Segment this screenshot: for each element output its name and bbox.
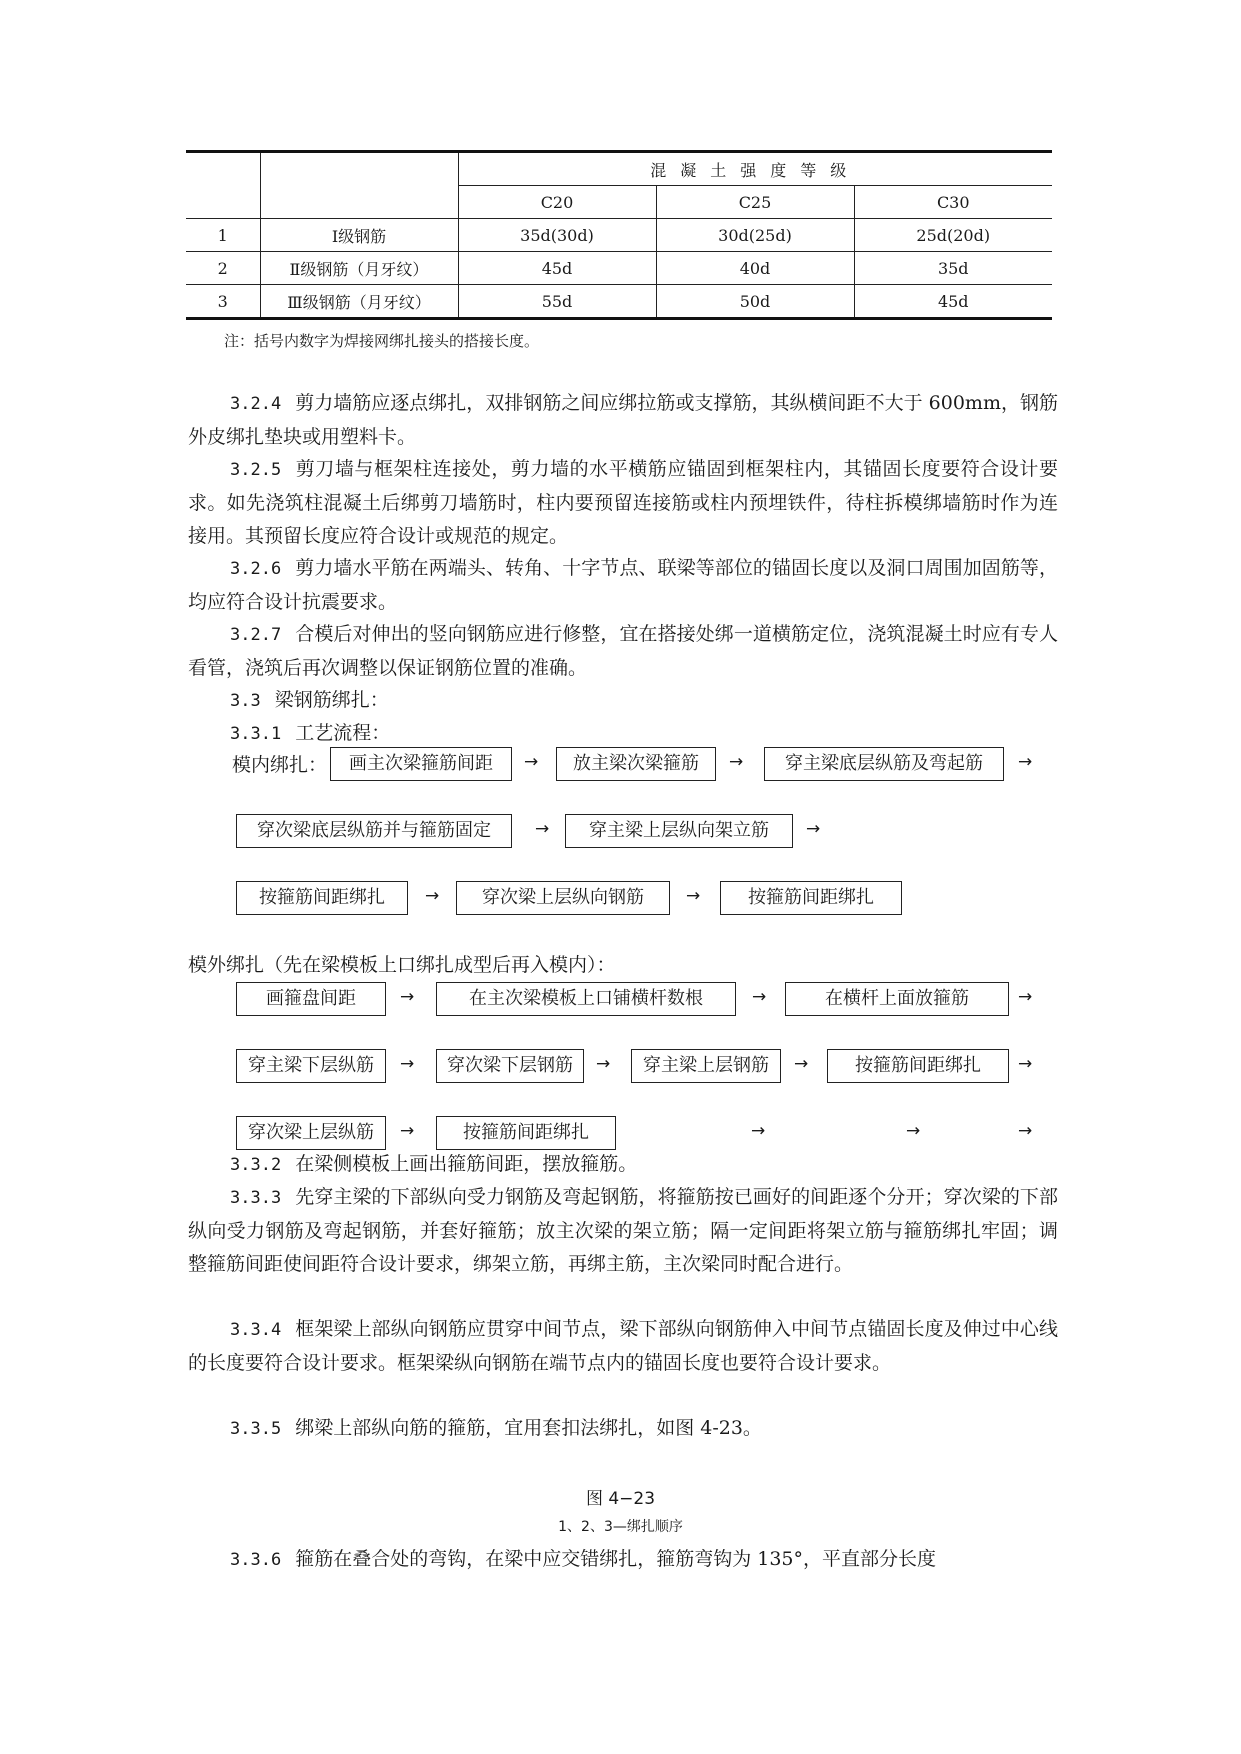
paragraph-text: 梁钢筋绑扎： bbox=[274, 689, 389, 711]
section-number: 3.3.2 bbox=[230, 1155, 282, 1175]
flow-step: 画主次梁箍筋间距 bbox=[330, 747, 512, 781]
flow-step: 在横杆上面放箍筋 bbox=[785, 982, 1009, 1016]
flow-step: 按箍筋间距绑扎 bbox=[720, 881, 902, 915]
paragraph-text: 先穿主梁的下部纵向受力钢筋及弯起钢筋，将箍筋按已画好的间距逐个分开；穿次梁的下部纵向受力钢筋及弯起钢筋，并套好箍筋；放主次梁的架立筋；隔一定间距将架立筋与箍筋绑扎牢固；调整箍筋间距使间距符合设计要求，绑架立筋，再绑主筋，主次梁同时配合进行。 bbox=[188, 1186, 1058, 1275]
paragraph-text: 工艺流程： bbox=[295, 722, 391, 744]
arrow-icon: → bbox=[794, 1054, 809, 1074]
paragraph-3-3-3 bbox=[188, 1181, 1058, 1281]
figure-title: 图 4−23 bbox=[585, 1489, 656, 1509]
arrow-icon: → bbox=[686, 886, 701, 906]
figure-caption: 1、2、3—绑扎顺序 bbox=[558, 1519, 683, 1535]
paragraph-3-3-6 bbox=[188, 1543, 1058, 1577]
section-number: 3.2.4 bbox=[230, 394, 282, 414]
paragraph-3-3-4 bbox=[188, 1313, 1058, 1380]
lap-value: 45d bbox=[458, 252, 656, 285]
flow-step: 穿主梁上层纵向架立筋 bbox=[565, 814, 793, 848]
section-number: 3.2.7 bbox=[230, 625, 282, 645]
flow-step: 画箍盘间距 bbox=[236, 982, 386, 1016]
flow-step: 穿次梁底层纵筋并与箍筋固定 bbox=[236, 814, 512, 848]
arrow-icon: → bbox=[535, 819, 550, 839]
arrow-icon: → bbox=[400, 987, 415, 1007]
flow-step: 穿主梁底层纵筋及弯起筋 bbox=[764, 747, 1004, 781]
section-number: 3.3.6 bbox=[230, 1550, 282, 1570]
section-number: 3.3.5 bbox=[230, 1419, 282, 1439]
paragraph-3-3-2 bbox=[188, 1148, 1058, 1182]
rebar-type: Ⅲ级钢筋（月牙纹） bbox=[260, 285, 458, 319]
table-row bbox=[186, 219, 1052, 252]
grade-header: C20 bbox=[458, 186, 656, 219]
paragraph-text: 箍筋在叠合处的弯钩，在梁中应交错绑扎，箍筋弯钩为 135°，平直部分长度 bbox=[295, 1548, 936, 1570]
lap-value: 35d bbox=[854, 252, 1052, 285]
section-number: 3.2.6 bbox=[230, 559, 282, 579]
paragraph-text: 剪刀墙与框架柱连接处，剪力墙的水平横筋应锚固到框架柱内，其锚固长度要符合设计要求。如先浇筑柱混凝土后绑剪刀墙筋时，柱内要预留连接筋或柱内预埋铁件，待柱拆模绑墙筋时作为连接用。其预留长度应符合设计或规范的规定。 bbox=[188, 458, 1058, 547]
paragraph-text: 在梁侧模板上画出箍筋间距，摆放箍筋。 bbox=[295, 1153, 638, 1175]
flow-step: 放主梁次梁箍筋 bbox=[556, 747, 716, 781]
paragraph-3-2-5 bbox=[188, 453, 1058, 553]
lap-value: 35d(30d) bbox=[458, 219, 656, 252]
flow-step: 穿次梁下层钢筋 bbox=[436, 1049, 584, 1083]
arrow-icon: → bbox=[1018, 987, 1033, 1007]
table-type-header-cell bbox=[260, 152, 458, 219]
paragraph-3-3 bbox=[188, 684, 1058, 718]
table-row bbox=[186, 252, 1052, 285]
row-number: 2 bbox=[186, 252, 260, 285]
section-number: 3.3.4 bbox=[230, 1320, 282, 1340]
flow-step: 在主次梁模板上口铺横杆数根 bbox=[436, 982, 736, 1016]
arrow-icon: → bbox=[596, 1054, 611, 1074]
section-number: 3.3 bbox=[230, 691, 261, 711]
paragraph-3-2-4 bbox=[188, 387, 1058, 454]
table-group-header: 混凝土强度等级 bbox=[458, 152, 1052, 186]
grade-header: C25 bbox=[656, 186, 854, 219]
rebar-type: Ⅰ级钢筋 bbox=[260, 219, 458, 252]
lap-length-table bbox=[186, 150, 1052, 320]
arrow-icon: → bbox=[425, 886, 440, 906]
paragraph-3-3-5 bbox=[188, 1412, 1058, 1446]
flow-step: 穿次梁上层纵向钢筋 bbox=[456, 881, 670, 915]
arrow-icon: → bbox=[524, 752, 539, 772]
arrow-icon: → bbox=[1018, 752, 1033, 772]
paragraph-3-2-7 bbox=[188, 618, 1058, 685]
flow-inner-label: 模内绑扎： bbox=[232, 754, 328, 776]
arrow-icon: → bbox=[400, 1121, 415, 1141]
flow-step: 穿次梁上层纵筋 bbox=[236, 1116, 386, 1150]
table-corner-cell bbox=[186, 152, 260, 219]
lap-value: 40d bbox=[656, 252, 854, 285]
arrow-icon: → bbox=[752, 987, 767, 1007]
arrow-icon: → bbox=[751, 1121, 766, 1141]
lap-value: 30d(25d) bbox=[656, 219, 854, 252]
row-number: 1 bbox=[186, 219, 260, 252]
row-number: 3 bbox=[186, 285, 260, 319]
arrow-icon: → bbox=[1018, 1054, 1033, 1074]
section-number: 3.2.5 bbox=[230, 460, 282, 480]
paragraph-text: 绑梁上部纵向筋的箍筋，宜用套扣法绑扎，如图 4-23。 bbox=[295, 1417, 762, 1439]
paragraph-text: 剪力墙水平筋在两端头、转角、十字节点、联梁等部位的锚固长度以及洞口周围加固筋等，均应符合设计抗震要求。 bbox=[188, 557, 1058, 613]
arrow-icon: → bbox=[400, 1054, 415, 1074]
flow-step: 按箍筋间距绑扎 bbox=[236, 881, 408, 915]
grade-header: C30 bbox=[854, 186, 1052, 219]
flow-step: 穿主梁上层钢筋 bbox=[631, 1049, 781, 1083]
rebar-type: Ⅱ级钢筋（月牙纹） bbox=[260, 252, 458, 285]
arrow-icon: → bbox=[1018, 1121, 1033, 1141]
section-number: 3.3.1 bbox=[230, 724, 282, 744]
flow-step: 按箍筋间距绑扎 bbox=[436, 1116, 616, 1150]
arrow-icon: → bbox=[729, 752, 744, 772]
lap-value: 45d bbox=[854, 285, 1052, 319]
table-note: 注：括号内数字为焊接网绑扎接头的搭接长度。 bbox=[224, 332, 540, 350]
paragraph-text: 剪力墙筋应逐点绑扎，双排钢筋之间应绑拉筋或支撑筋，其纵横间距不大于 600mm，钢筋外皮绑扎垫块或用塑料卡。 bbox=[188, 392, 1058, 448]
table-row bbox=[186, 285, 1052, 319]
paragraph-text: 合模后对伸出的竖向钢筋应进行修整，宜在搭接处绑一道横筋定位，浇筑混凝土时应有专人看管，浇筑后再次调整以保证钢筋位置的准确。 bbox=[188, 623, 1058, 679]
arrow-icon: → bbox=[906, 1121, 921, 1141]
paragraph-text: 框架梁上部纵向钢筋应贯穿中间节点，梁下部纵向钢筋伸入中间节点锚固长度及伸过中心线的长度要符合设计要求。框架梁纵向钢筋在端节点内的锚固长度也要符合设计要求。 bbox=[188, 1318, 1058, 1374]
flow-step: 穿主梁下层纵筋 bbox=[236, 1049, 386, 1083]
lap-value: 50d bbox=[656, 285, 854, 319]
arrow-icon: → bbox=[806, 819, 821, 839]
lap-value: 25d(20d) bbox=[854, 219, 1052, 252]
flow-outer-label: 模外绑扎（先在梁模板上口绑扎成型后再入模内）： bbox=[188, 954, 616, 976]
paragraph-3-3-1 bbox=[188, 717, 1058, 751]
section-number: 3.3.3 bbox=[230, 1188, 282, 1208]
paragraph-3-2-6 bbox=[188, 552, 1058, 619]
lap-value: 55d bbox=[458, 285, 656, 319]
flow-step: 按箍筋间距绑扎 bbox=[827, 1049, 1009, 1083]
